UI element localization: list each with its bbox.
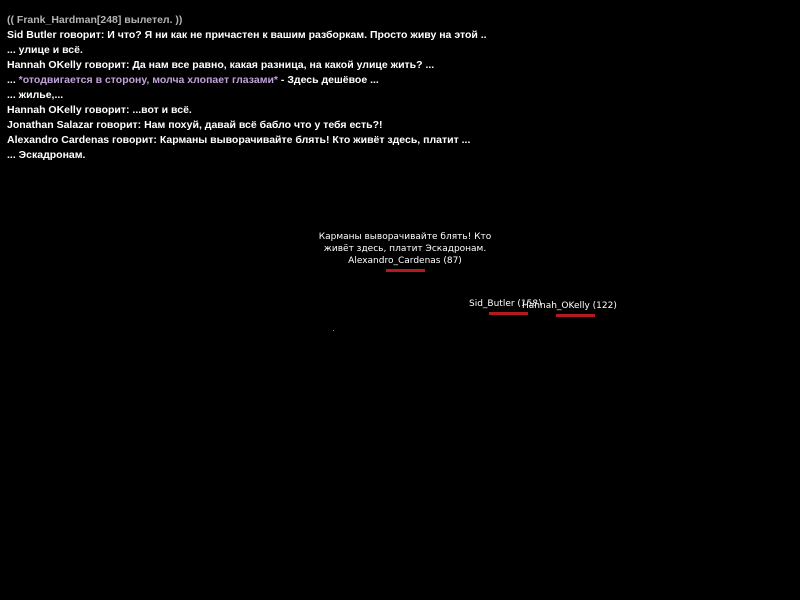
player-nametag-sid: Sid_Butler (158) xyxy=(469,299,542,309)
chat-action-prefix: ... xyxy=(7,74,19,86)
player-nametag-hannah: Hannah_OKelly (122) xyxy=(522,301,617,311)
speech-bubble xyxy=(305,231,505,267)
chat-line: Hannah OKelly говорит: ...вот и всё. xyxy=(7,104,192,116)
chat-line-action xyxy=(7,73,487,88)
world-speck xyxy=(333,330,334,331)
health-bar-hannah xyxy=(556,314,595,317)
player-nametag-alexandro: Alexandro_Cardenas (87) xyxy=(348,256,462,266)
chat-log xyxy=(7,13,487,163)
chat-action-text: *отодвигается в сторону, молча хлопает глазами* xyxy=(18,74,278,86)
chat-line: Sid Butler говорит: И что? Я ни как не причастен к вашим разборкам. Просто живу на этой .. xyxy=(7,29,487,41)
chat-line: ... жилье,... xyxy=(7,89,64,101)
chat-line: Jonathan Salazar говорит: Нам похуй, давай всё бабло что у тебя есть?! xyxy=(7,119,383,131)
chat-action-suffix: - Здесь дешёвое ... xyxy=(278,74,379,86)
chat-line: ... улице и всё. xyxy=(7,44,83,56)
chat-line-system: (( Frank_Hardman[248] вылетел. )) xyxy=(7,14,183,26)
chat-line: Hannah OKelly говорит: Да нам все равно, какая разница, на какой улице жить? ... xyxy=(7,59,435,71)
health-bar-alexandro xyxy=(386,269,425,272)
bubble-text-line: Карманы выворачивайте блять! Кто xyxy=(318,232,492,242)
chat-line: ... Эскадронам. xyxy=(7,149,86,161)
bubble-text-line: живёт здесь, платит Эскадронам. xyxy=(323,244,487,254)
health-bar-sid xyxy=(489,312,528,315)
chat-line: Alexandro Cardenas говорит: Карманы выворачивайте блять! Кто живёт здесь, платит ... xyxy=(7,134,471,146)
